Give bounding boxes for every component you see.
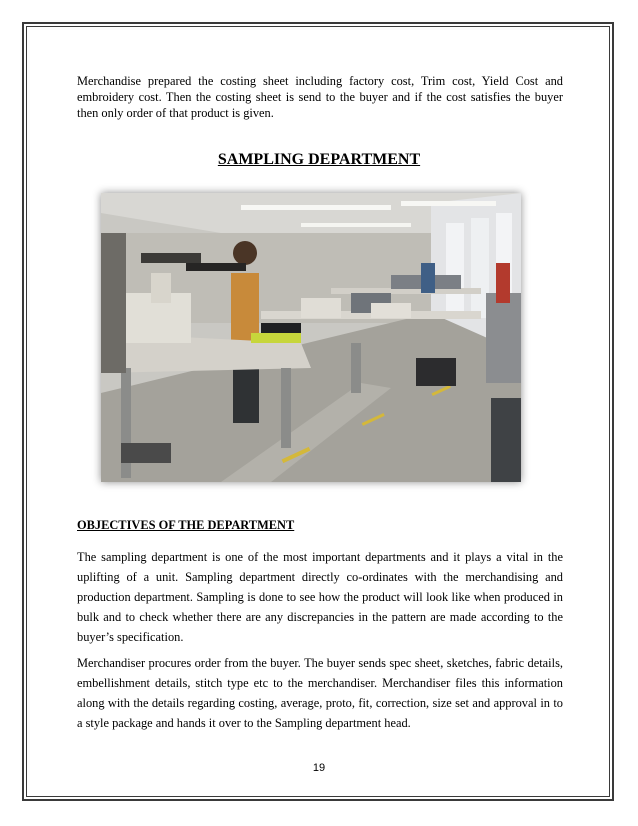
sampling-department-photo xyxy=(101,193,521,482)
section-heading-text: SAMPLING DEPARTMENT xyxy=(217,151,421,168)
merchandiser-paragraph: Merchandiser procures order from the buyer. The buyer sends spec sheet, sketches, fabric details, embellishment details, stitch type etc to the merchandiser. Merchandiser files this information along with the details regarding costing, average, proto, fit, correction, size set and approval in to a style package and hands it over to the Sampling department head. xyxy=(77,656,563,730)
intro-paragraph: Merchandise prepared the costing sheet including factory cost, Trim cost, Yield Cost and embroidery cost. Then the costing sheet is send to the buyer and if the cost satisfies the buyer then only order of that product is given. xyxy=(77,74,563,120)
page-number: 19 xyxy=(312,762,326,774)
objectives-heading: OBJECTIVES OF THE DEPARTMENT xyxy=(77,518,295,532)
section-heading xyxy=(0,151,638,169)
objectives-paragraph: The sampling department is one of the most important departments and it plays a vital in the uplifting of a unit. Sampling department directly co-ordinates with the merchandising and production department. Sampling is done to see how the product will look like when produced in bulk and to check whether there are any discrepancies in the pattern are made according to the buyer’s specification. xyxy=(77,550,563,644)
